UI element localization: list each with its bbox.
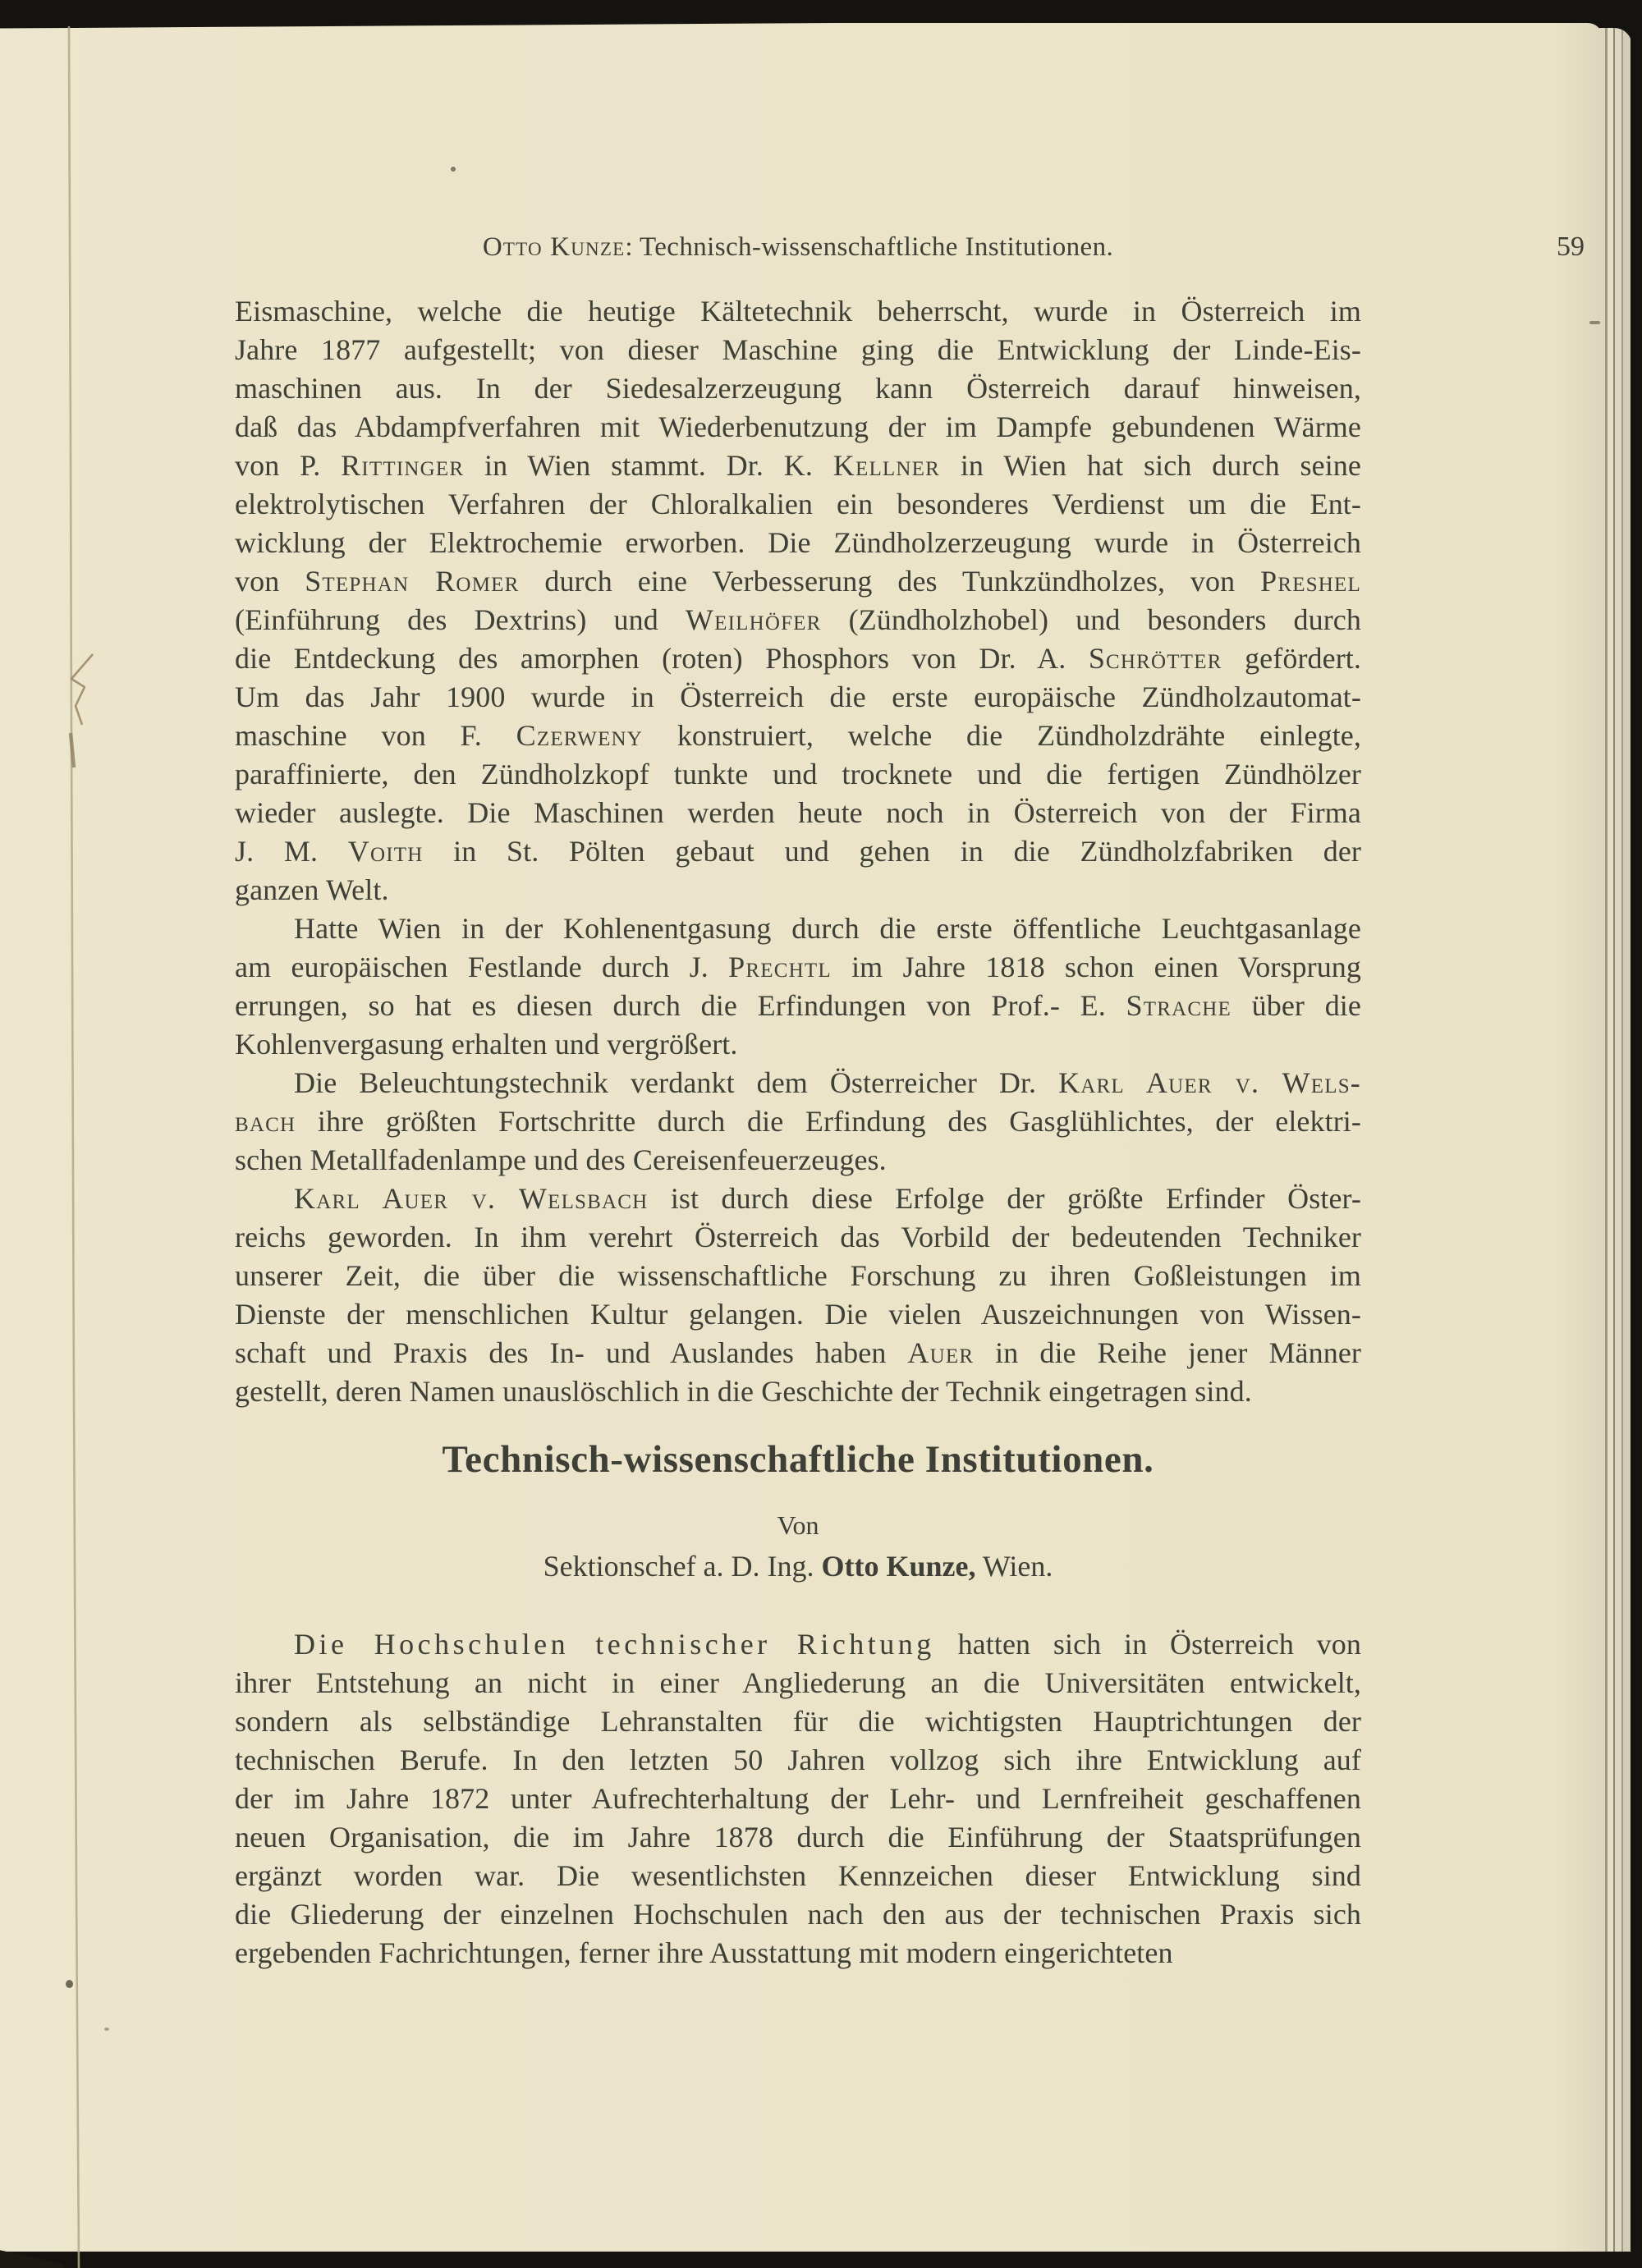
running-header: Otto Kunze: Technisch-wissenschaftliche Institutionen. [482,232,1114,262]
text-line: maschinen aus. In der Siedesalzerzeugung kann Österreich darauf hinweisen, [235,372,1361,405]
paragraph [235,909,1361,1064]
text-line: Hatte Wien in der Kohlenentgasung durch die erste öffentliche Leuchtgasanlage [294,912,1361,945]
text-line: wieder auslegte. Die Maschinen werden heute noch in Österreich von der Firma [235,796,1361,829]
text-line: gestellt, deren Namen unauslöschlich in die Geschichte der Technik eingetragen sind. [235,1375,1252,1408]
article-title: Technisch-wissenschaftliche Institutionen. [442,1438,1154,1481]
text-line: ergebenden Fachrichtungen, ferner ihre Ausstattung mit modern eingerichteten [235,1936,1173,1969]
text-line: daß das Abdampfverfahren mit Wiederbenutzung der im Dampfe gebundenen Wärme [235,410,1361,443]
text-line: die Entdeckung des amorphen (roten) Phosphors von Dr. A. Schrötter gefördert. [235,642,1361,675]
text-line: Dienste der menschlichen Kultur gelangen. Die vielen Auszeichnungen von Wissen- [235,1298,1361,1331]
text-line: schen Metallfadenlampe und des Cereisenfeuerzeuges. [235,1143,887,1176]
text-line: Karl Auer v. Welsbach ist durch diese Erfolge der größte Erfinder Öster- [294,1182,1361,1215]
text-line: schaft und Praxis des In- und Auslandes haben Auer in die Reihe jener Männer [235,1336,1362,1369]
byline-von: Von [777,1510,819,1540]
page-number: 59 [1557,231,1585,262]
paragraph [235,1064,1361,1180]
text-line: bach ihre größten Fortschritte durch die Erfindung des Gasglühlichtes, der elektri- [235,1105,1361,1138]
text-line: paraffinierte, den Zündholzkopf tunkte und trocknete und die fertigen Zündhölzer [235,758,1361,790]
text-line: ihrer Entstehung an nicht in einer Angliederung an die Universitäten entwickelt, [235,1666,1361,1699]
text-line: am europäischen Festlande durch J. Prechtl im Jahre 1818 schon einen Vorsprung [235,951,1362,983]
page-stack-edges [1599,28,1632,2254]
scan-edge-right [1631,0,1642,2268]
text-line: ganzen Welt. [235,873,389,906]
text-line: von Stephan Romer durch eine Verbesserung des Tunkzündholzes, von Preshel [235,565,1361,598]
byline-author: Sektionschef a. D. Ing. Otto Kunze, Wien. [543,1550,1053,1583]
paragraph [235,1180,1361,1411]
text-line: wicklung der Elektrochemie erworben. Die Zündholzerzeugung wurde in Österreich [235,526,1361,559]
scan-edge-bottom [0,2252,1642,2268]
text-line: sondern als selbständige Lehranstalten für die wichtigsten Hauptrichtungen der [235,1705,1361,1738]
paper-speck [104,2027,109,2031]
text-line: Die Hochschulen technischer Richtung hatten sich in Österreich von [294,1628,1361,1661]
text-line: von P. Rittinger in Wien stammt. Dr. K. Kellner in Wien hat sich durch seine [235,449,1361,482]
paper-speck [1589,321,1600,324]
text-line: ergänzt worden war. Die wesentlichsten Kennzeichen dieser Entwicklung sind [235,1859,1361,1892]
paragraph [235,1625,1361,1972]
text-line: die Gliederung der einzelnen Hochschulen nach den aus der technischen Praxis sich [235,1898,1361,1931]
text-line: der im Jahre 1872 unter Aufrechterhaltung der Lehr- und Lernfreiheit geschaffenen [235,1782,1361,1815]
text-line: maschine von F. Czerweny konstruiert, welche die Zündholzdrähte einlegte, [235,719,1361,752]
paper-speck [66,1980,73,1988]
text-line: neuen Organisation, die im Jahre 1878 durch die Einführung der Staatsprüfungen [235,1821,1361,1853]
paper-speck [451,167,456,172]
text-line: Eismaschine, welche die heutige Kältetechnik beherrscht, wurde in Österreich im [235,295,1361,328]
text-line: Die Beleuchtungstechnik verdankt dem Österreicher Dr. Karl Auer v. Wels- [294,1066,1361,1099]
text-line: Jahre 1877 aufgestellt; von dieser Maschine ging die Entwicklung der Linde-Eis- [235,333,1361,366]
text-line: J. M. Voith in St. Pölten gebaut und gehen in die Zündholzfabriken der [235,835,1361,868]
text-line: technischen Berufe. In den letzten 50 Jahren vollzog sich ihre Entwicklung auf [235,1743,1361,1776]
text-line: unserer Zeit, die über die wissenschaftliche Forschung zu ihren Goßleistungen im [235,1259,1361,1292]
text-line: elektrolytischen Verfahren der Chloralkalien ein besonderes Verdienst um die Ent- [235,488,1361,520]
text-line: (Einführung des Dextrins) und Weilhöfer (Zündholzhobel) und besonders durch [235,603,1361,636]
text-line: Kohlenvergasung erhalten und vergrößert. [235,1028,738,1061]
text-line: Um das Jahr 1900 wurde in Österreich die erste europäische Zündholzautomat- [235,680,1361,713]
text-line: reichs geworden. In ihm verehrt Österreich das Vorbild der bedeutenden Techniker [235,1221,1361,1253]
paragraph [235,292,1361,909]
text-line: errungen, so hat es diesen durch die Erfindungen von Prof.- E. Strache über die [235,989,1361,1022]
